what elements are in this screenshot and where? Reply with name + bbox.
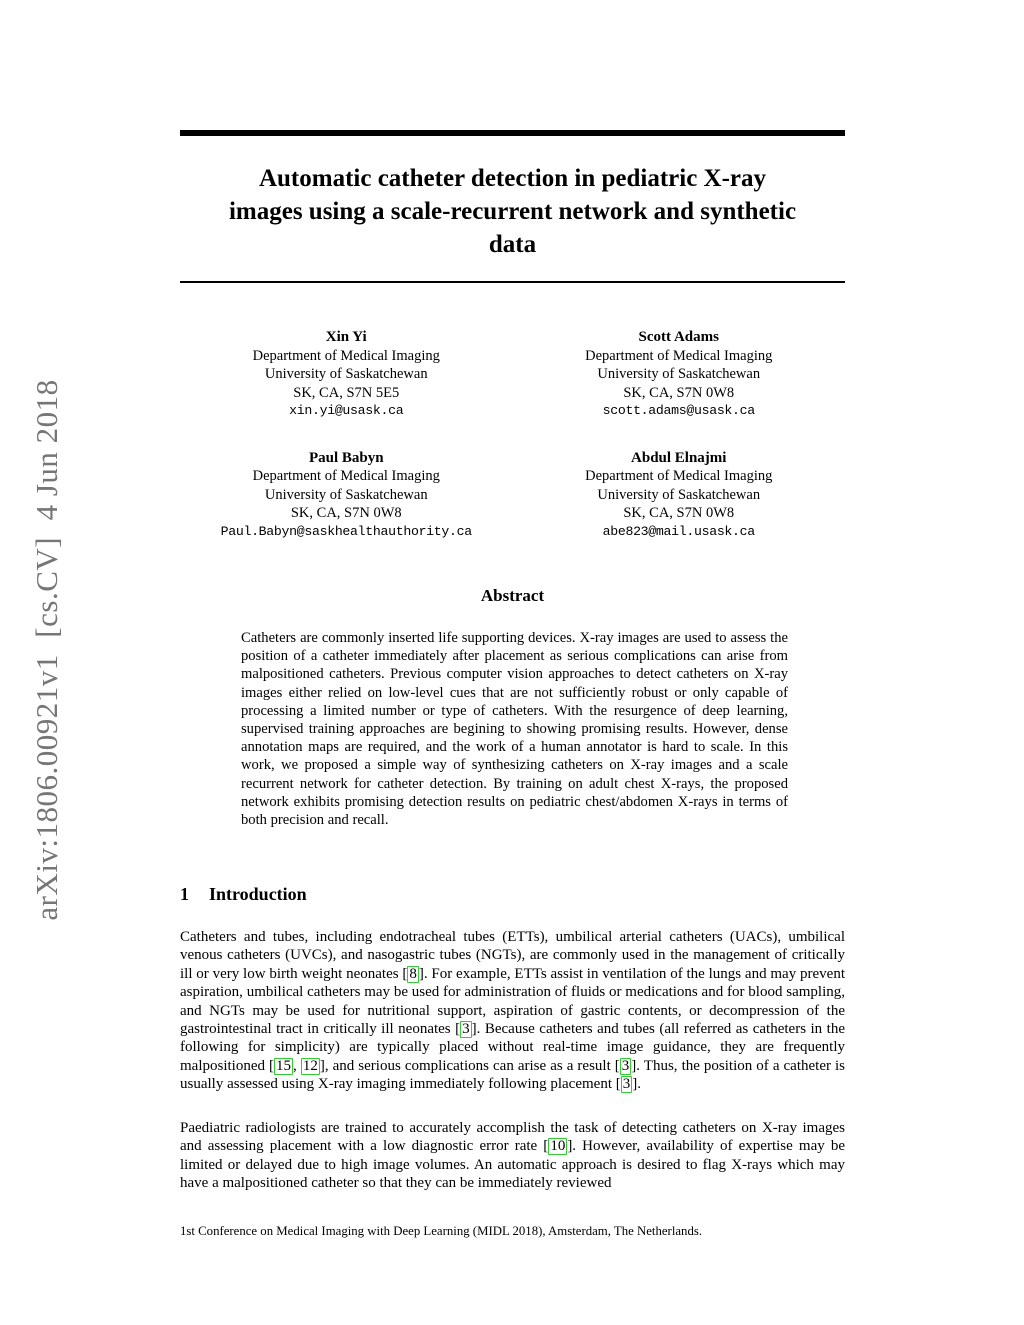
section-heading-introduction	[180, 884, 307, 905]
author-block-abdul-elnajmi	[513, 449, 846, 542]
author-email: xin.yi@usask.ca	[289, 403, 404, 418]
author-address: SK, CA, S7N 0W8	[623, 384, 735, 401]
citation-link[interactable]: 12	[302, 1057, 318, 1074]
author-address: SK, CA, S7N 5E5	[293, 384, 400, 401]
paper-title-line-1: Automatic catheter detection in pediatric X-ray	[258, 165, 767, 192]
citation-link[interactable]: 15	[276, 1057, 292, 1074]
author-department: Department of Medical Imaging	[585, 347, 773, 364]
author-email: scott.adams@usask.ca	[602, 403, 755, 418]
author-university: University of Saskatchewan	[264, 366, 428, 382]
author-name: Xin Yi	[325, 329, 367, 345]
author-name: Paul Babyn	[308, 449, 384, 466]
author-university: University of Saskatchewan	[597, 366, 761, 382]
intro-paragraph-1: Catheters and tubes, including endotracheal tubes (ETTs), umbilical arterial catheters (UACs), umbilical venous catheters (UVCs), and nasogastric tubes (NGTs), are commonly used in the management of critically ill or very low birth weight neonates [ 8 ]. For example, ETTs assist in ventilation of the lungs and may prevent aspiration, umbilical catheters may be used for administration of fluids or medications and for blood sampling, and NGTs may be used for nutritional support, aspiration of gastric contents, or decompression of the gastrointestinal tract in critically ill neonates [ 3 ]. Because catheters and tubes (all referred as catheters in the following for simplicity) are typically placed without real-time image guidance, they are frequently malpositioned [ 15 , 12 ], and serious complications can arise as a result [ 3 ]. Thus, the position of a catheter is usually assessed using X-ray imaging immediately following placement [ 3 ].	[180, 929, 846, 1093]
author-block-scott-adams	[513, 328, 846, 421]
intro-paragraph-2: Paediatric radiologists are trained to accurately accomplish the task of detecting catheters on X-ray images and assessing placement with a low diagnostic error rate [ 10 ]. However, availability of expertise may be limited or delayed due to high image volumes. An automatic approach is desired to flag X-rays which may have a malpositioned catheter so that they can be immediately reviewed	[180, 1120, 845, 1192]
author-department: Department of Medical Imaging	[252, 468, 440, 484]
section-number: 1	[180, 884, 189, 904]
title-rule-bottom	[180, 281, 845, 283]
author-block-paul-babyn	[180, 449, 513, 542]
author-name: Abdul Elnajmi	[631, 449, 727, 466]
author-department: Department of Medical Imaging	[252, 347, 440, 364]
paper-title-line-3: data	[488, 231, 537, 258]
arxiv-watermark: arXiv:1806.00921v1 [cs.CV] 4 Jun 2018	[29, 379, 64, 921]
citation-link[interactable]: 8	[409, 965, 417, 982]
author-name: Scott Adams	[638, 329, 719, 345]
citation-link[interactable]: 3	[621, 1057, 630, 1074]
author-university: University of Saskatchewan	[597, 486, 761, 503]
author-department: Department of Medical Imaging	[585, 468, 773, 484]
title-rule-top	[180, 130, 845, 136]
author-university: University of Saskatchewan	[264, 486, 428, 503]
citation-link[interactable]: 3	[622, 1076, 631, 1093]
author-address: SK, CA, S7N 0W8	[623, 505, 735, 521]
section-title: Introduction	[209, 884, 307, 904]
author-email: Paul.Babyn@saskhealthauthority.ca	[220, 523, 472, 539]
citation-link[interactable]: 3	[462, 1021, 470, 1038]
citation-link[interactable]: 10	[550, 1138, 566, 1155]
paper-title	[150, 162, 875, 261]
author-address: SK, CA, S7N 0W8	[290, 505, 402, 521]
paper-title-line-2: images using a scale-recurrent network and synthetic	[228, 198, 797, 225]
abstract-text: Catheters are commonly inserted life supporting devices. X-ray images are used to assess the position of a catheter immediately after placement as serious complications can arise from malpositioned catheters. Previous computer vision approaches to detect catheters on X-ray images either relied on low-level cues that are not sufficiently robust or only capable of processing a limited number or type of catheters. With the resurgence of deep learning, supervised training approaches are begining to showing promising results. However, dense annotation maps are required, and the work of a human annotator is hard to scale. In this work, we proposed a simple way of synthesizing catheters on X-ray images and a scale recurrent network for catheter detection. By training on adult chest X-rays, the proposed network exhibits promising detection results on pediatric chest/abdomen X-rays in terms of both precision and recall.	[241, 630, 788, 829]
author-block-grid	[180, 328, 845, 541]
conference-footnote: 1st Conference on Medical Imaging with Deep Learning (MIDL 2018), Amsterdam, The Netherlands.	[180, 1224, 703, 1238]
author-email: abe823@mail.usask.ca	[602, 523, 755, 539]
author-block-xin-yi	[180, 328, 513, 421]
abstract-heading: Abstract	[480, 586, 545, 605]
